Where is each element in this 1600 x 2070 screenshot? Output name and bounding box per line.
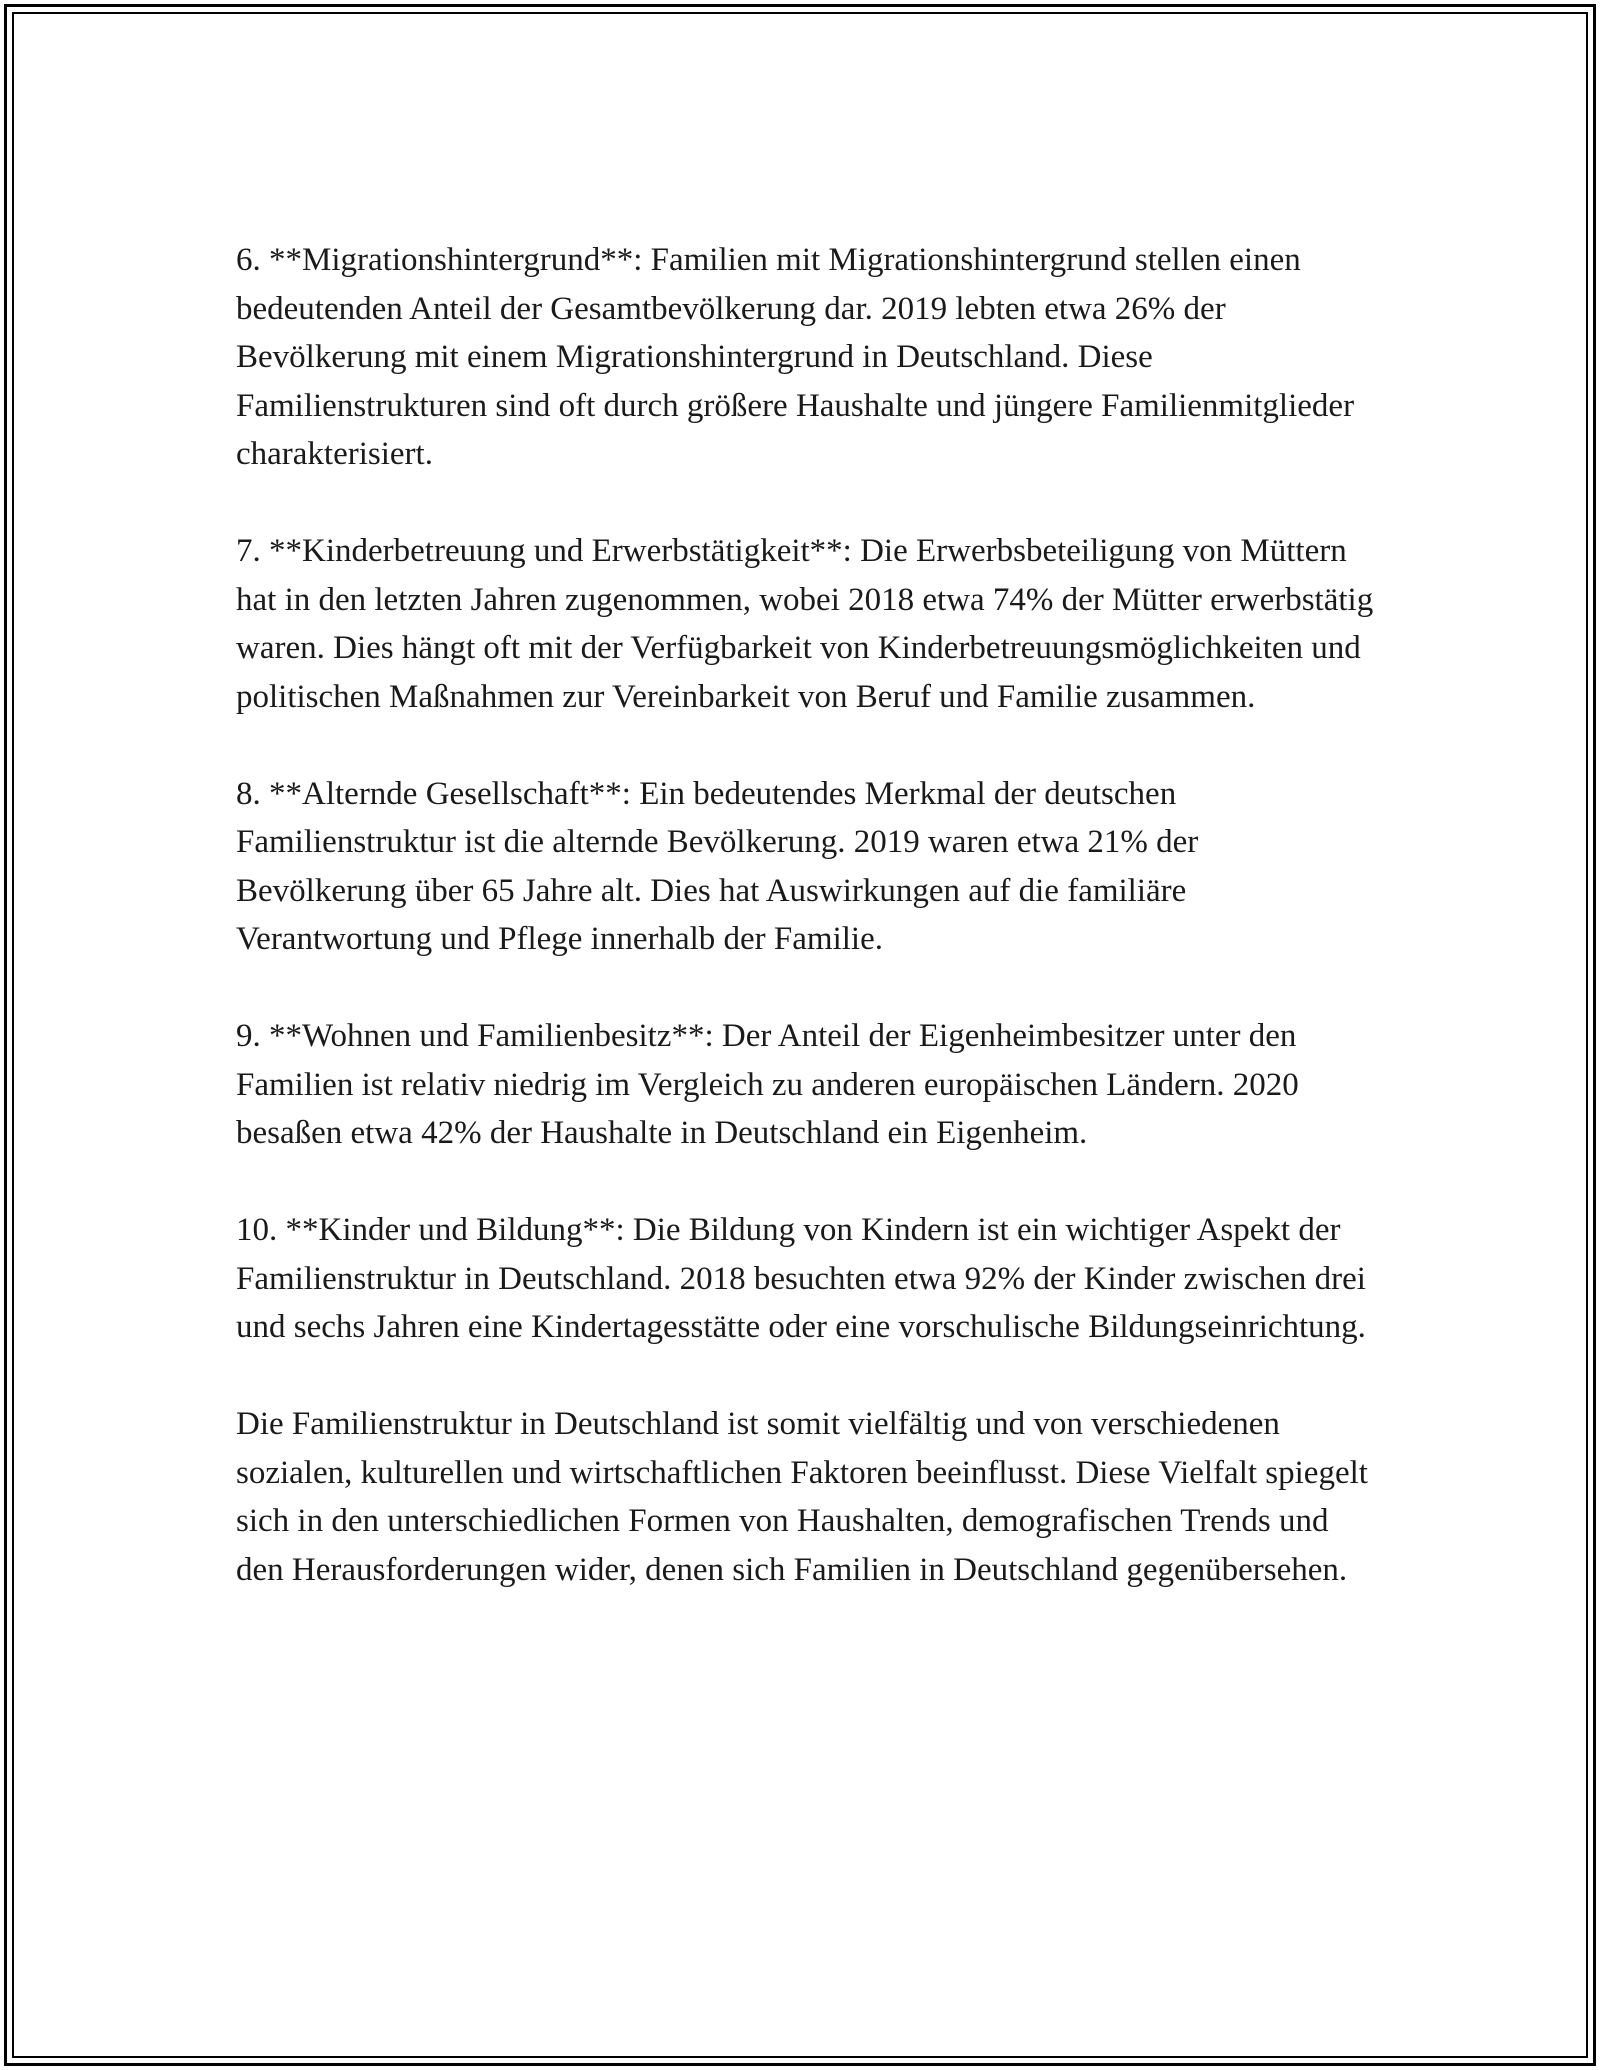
paragraph-alternde-gesellschaft: 8. **Alternde Gesellschaft**: Ein bedeutendes Merkmal der deutschen Familienstruktur ist die alternde Bevölkerung. 2019 waren etwa 21% der Bevölkerung über 65 Jahre alt. Dies hat Auswirkungen auf die familiäre Verantwortung und Pflege innerhalb der Familie. <box>236 775 1199 957</box>
paragraph-kinderbetreuung: 7. **Kinderbetreuung und Erwerbstätigkeit**: Die Erwerbsbeteiligung von Müttern hat in den letzten Jahren zugenommen, wobei 2018 etwa 74% der Mütter erwerbstätig waren. Dies hängt oft mit der Verfügbarkeit von Kinderbetreuungsmöglichkeiten und politischen Maßnahmen zur Vereinbarkeit von Beruf und Familie zusammen. <box>236 533 1374 715</box>
paragraph-wohnen: 9. **Wohnen und Familienbesitz**: Der Anteil der Eigenheimbesitzer unter den Familien ist relativ niedrig im Vergleich zu anderen europäischen Ländern. 2020 besaßen etwa 42% der Haushalte in Deutschland ein Eigenheim. <box>236 1018 1299 1151</box>
paragraph-conclusion: Die Familienstruktur in Deutschland ist somit vielfältig und von verschiedenen sozialen, kulturellen und wirtschaftlichen Faktoren beeinflusst. Diese Vielfalt spiegelt sich in den unterschiedlichen Formen von Haushalten, demografischen Trends und den Herausforderungen wider, denen sich Familien in Deutschland gegenübersehen. <box>236 1406 1368 1588</box>
document-body <box>236 236 1376 1594</box>
paragraph-kinder-bildung: 10. **Kinder und Bildung**: Die Bildung von Kindern ist ein wichtiger Aspekt der Familienstruktur in Deutschland. 2018 besuchten etwa 92% der Kinder zwischen drei und sechs Jahren eine Kindertagesstätte oder eine vorschulische Bildungseinrichtung. <box>236 1212 1366 1345</box>
paragraph-migrationshintergrund: 6. **Migrationshintergrund**: Familien mit Migrationshintergrund stellen einen bedeutenden Anteil der Gesamtbevölkerung dar. 2019 lebten etwa 26% der Bevölkerung mit einem Migrationshintergrund in Deutschland. Diese Familienstrukturen sind oft durch größere Haushalte und jüngere Familienmitglieder charakterisiert. <box>236 242 1355 472</box>
